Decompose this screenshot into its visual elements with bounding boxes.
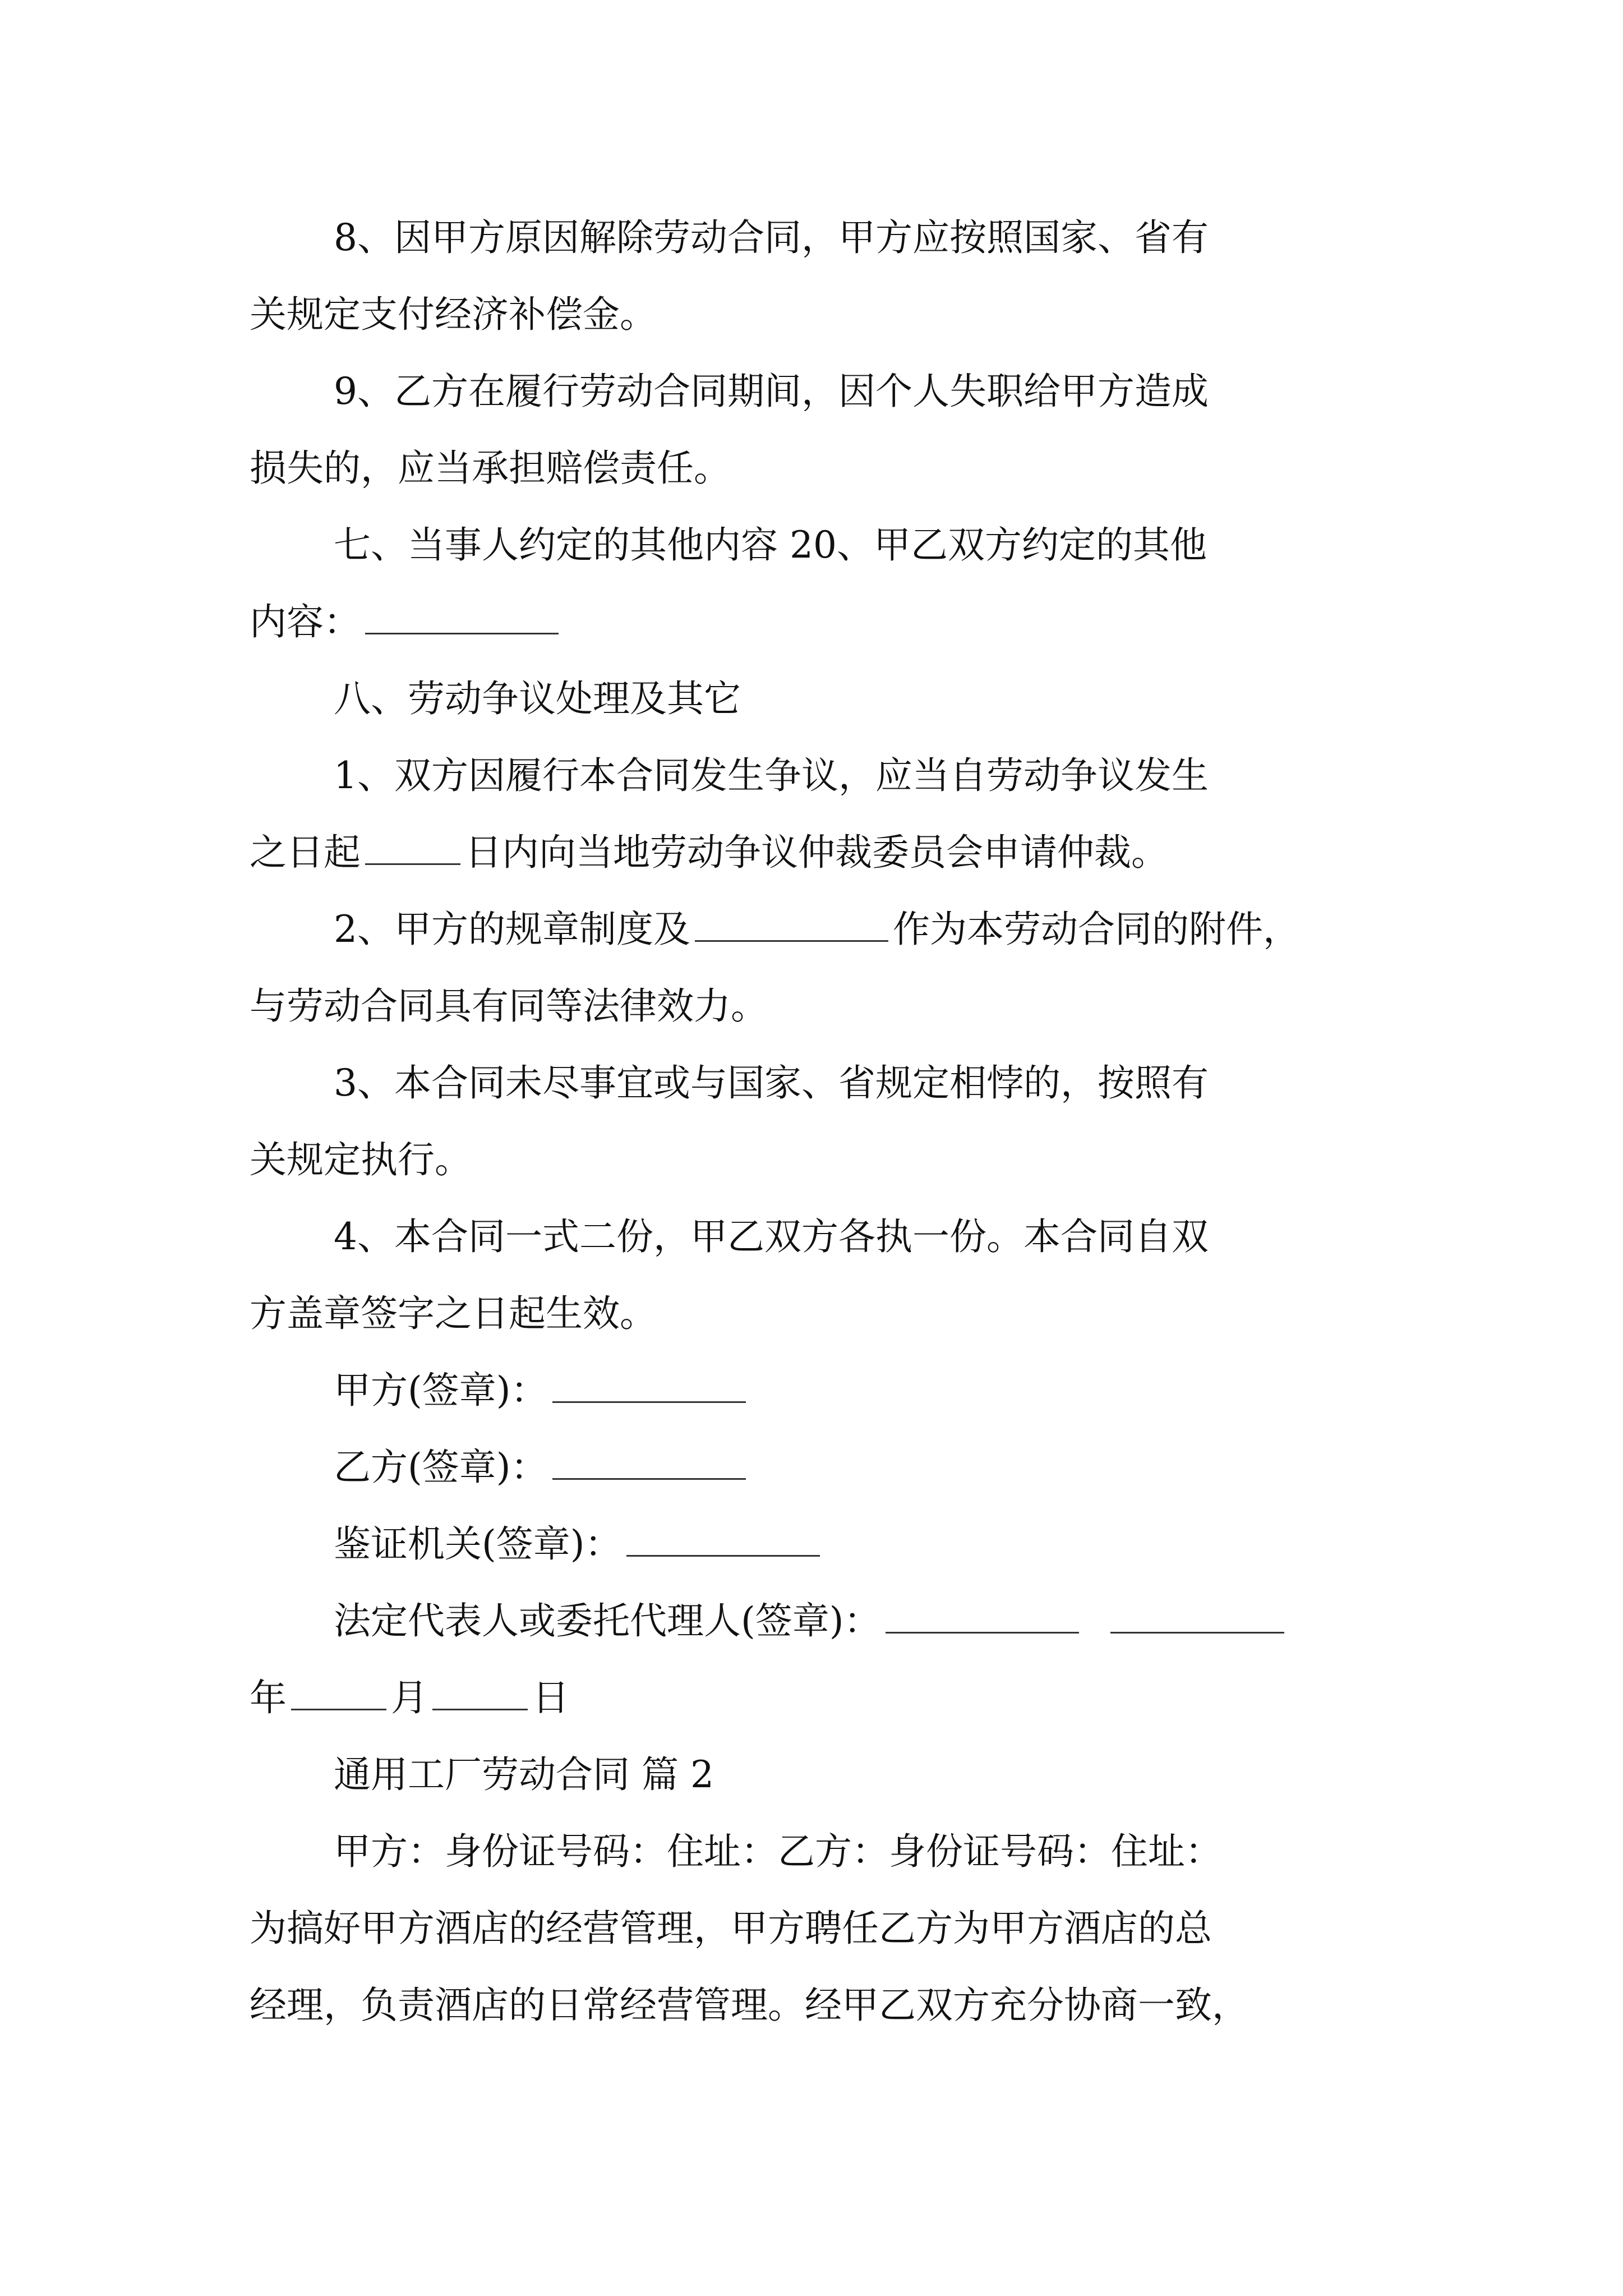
day-label: 日 bbox=[532, 1676, 569, 1719]
section-7-line-1: 七、当事人约定的其他内容 20、甲乙双方约定的其他 bbox=[334, 523, 1207, 567]
clause-8-line-2: 关规定支付经济补偿金。 bbox=[250, 293, 657, 336]
clause-9-line-1: 9、乙方在履行劳动合同期间，因个人失职给甲方造成 bbox=[334, 370, 1209, 413]
party-a-blank bbox=[552, 1374, 746, 1403]
party-b-signature bbox=[250, 1429, 1377, 1506]
dispute-clause-1-line-2 bbox=[250, 814, 1377, 891]
rules-prefix: 2、甲方的规章制度及 bbox=[334, 908, 690, 951]
day-blank bbox=[432, 1682, 528, 1710]
representative-blank bbox=[886, 1605, 1079, 1634]
month-blank bbox=[291, 1682, 386, 1710]
dispute-clause-4-line-2: 方盖章签字之日起生效。 bbox=[250, 1292, 657, 1335]
rules-suffix: 作为本劳动合同的附件， bbox=[893, 908, 1300, 951]
year-label: 年 bbox=[250, 1676, 287, 1719]
dispute-clause-2-line-1 bbox=[250, 891, 1377, 968]
representative-label: 法定代表人或委托代理人(签章)： bbox=[334, 1599, 881, 1642]
authority-signature bbox=[250, 1506, 1377, 1582]
authority-blank bbox=[626, 1528, 820, 1557]
other-content-label: 内容： bbox=[250, 600, 361, 643]
article-2-title: 通用工厂劳动合同 篇 2 bbox=[334, 1753, 714, 1796]
dispute-clause-4-line-1: 4、本合同一式二份，甲乙双方各执一份。本合同自双 bbox=[334, 1215, 1209, 1258]
article-2-line-1: 甲方：身份证号码：住址：乙方：身份证号码：住址： bbox=[334, 1830, 1222, 1873]
clause-9-line-2: 损失的，应当承担赔偿责任。 bbox=[250, 447, 731, 490]
dispute-days-prefix: 之日起 bbox=[250, 831, 361, 874]
other-content-blank bbox=[365, 606, 559, 634]
party-a-signature bbox=[250, 1352, 1377, 1429]
representative-blank-2 bbox=[1110, 1605, 1284, 1634]
authority-label: 鉴证机关(签章)： bbox=[334, 1522, 622, 1566]
article-2-line-2: 为搞好甲方酒店的经营管理，甲方聘任乙方为甲方酒店的总 bbox=[250, 1907, 1212, 1950]
date-line bbox=[250, 1659, 1377, 1736]
section-7-line-2 bbox=[250, 583, 1377, 660]
clause-8-line-1: 8、因甲方原因解除劳动合同，甲方应按照国家、省有 bbox=[334, 216, 1209, 259]
dispute-clause-1-line-1: 1、双方因履行本合同发生争议，应当自劳动争议发生 bbox=[334, 754, 1209, 797]
dispute-days-blank bbox=[365, 836, 460, 865]
document-body bbox=[250, 199, 1377, 2044]
party-a-label: 甲方(签章)： bbox=[334, 1369, 548, 1412]
representative-signature bbox=[250, 1582, 1377, 1659]
dispute-clause-2-line-2: 与劳动合同具有同等法律效力。 bbox=[250, 984, 768, 1028]
dispute-days-suffix: 日内向当地劳动争议仲裁委员会申请仲裁。 bbox=[465, 831, 1168, 874]
section-8-heading: 八、劳动争议处理及其它 bbox=[334, 677, 741, 720]
dispute-clause-3-line-2: 关规定执行。 bbox=[250, 1138, 472, 1181]
article-2-line-3: 经理，负责酒店的日常经营管理。经甲乙双方充分协商一致， bbox=[250, 1984, 1249, 2027]
party-b-blank bbox=[552, 1451, 746, 1480]
dispute-clause-3-line-1: 3、本合同未尽事宜或与国家、省规定相悖的，按照有 bbox=[334, 1061, 1209, 1105]
party-b-label: 乙方(签章)： bbox=[334, 1446, 548, 1489]
rules-blank bbox=[695, 913, 888, 942]
month-label: 月 bbox=[391, 1676, 428, 1719]
